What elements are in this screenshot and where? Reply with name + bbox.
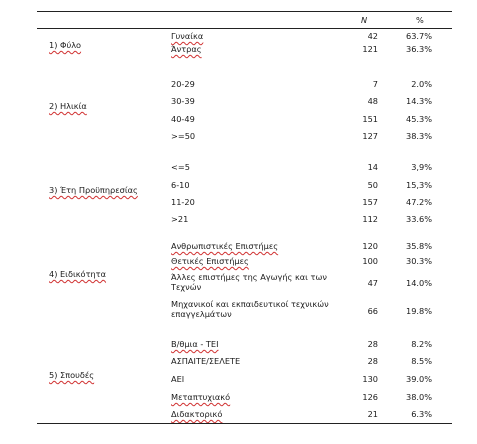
row-n: 151	[362, 114, 378, 124]
row-percent: 33.6%	[405, 214, 432, 224]
row-label: Μηχανικοί και εκπαιδευτικοί τεχνικών επαγγελμάτων	[171, 299, 329, 319]
row-percent: 14.3%	[405, 96, 432, 106]
row-percent: 14.0%	[405, 278, 432, 288]
row-label: Θετικές Επιστήμες	[171, 256, 249, 266]
row-n: 127	[362, 131, 378, 141]
row-n: 121	[362, 44, 378, 54]
row-percent: 6.3%	[411, 409, 432, 419]
table-bottom-rule	[37, 423, 452, 424]
row-n: 42	[367, 31, 378, 41]
row-label: 6-10	[171, 180, 190, 190]
row-percent: 39.0%	[405, 374, 432, 384]
row-percent: 47.2%	[405, 197, 432, 207]
row-label: ΑΕΙ	[171, 374, 185, 384]
group-title-specialty: 4) Ειδικότητα	[49, 269, 107, 279]
row-label: 30-39	[171, 96, 195, 106]
row-percent: 45.3%	[405, 114, 432, 124]
row-n: 48	[367, 96, 378, 106]
row-percent: 30.3%	[405, 256, 432, 266]
row-label: 11-20	[171, 197, 195, 207]
row-label: ΑΣΠΑΙΤΕ/ΣΕΛΕΤΕ	[171, 356, 241, 366]
row-label: Γυναίκα	[171, 31, 204, 41]
row-percent: 38.3%	[405, 131, 432, 141]
row-n: 126	[362, 392, 378, 402]
row-n: 14	[367, 162, 378, 172]
row-n: 21	[367, 409, 378, 419]
row-percent: 19.8%	[405, 306, 432, 316]
row-percent: 3,9%	[411, 162, 432, 172]
row-label: 40-49	[171, 114, 195, 124]
row-n: 7	[372, 79, 378, 89]
row-label: >21	[171, 214, 189, 224]
group-title-studies: 5) Σπουδές	[49, 370, 95, 380]
header-n: N	[361, 15, 368, 25]
row-n: 66	[367, 306, 378, 316]
row-n: 47	[367, 278, 378, 288]
row-percent: 8.5%	[411, 356, 432, 366]
row-n: 120	[362, 241, 378, 251]
row-n: 28	[367, 356, 378, 366]
row-n: 112	[362, 214, 378, 224]
row-label: Άντρας	[171, 44, 202, 54]
row-percent: 2.0%	[411, 79, 432, 89]
row-n: 28	[367, 339, 378, 349]
row-n: 50	[367, 180, 378, 190]
header-percent: %	[416, 15, 424, 25]
group-title-age: 2) Ηλικία	[49, 101, 87, 111]
row-percent: 35.8%	[405, 241, 432, 251]
row-label: <=5	[171, 162, 190, 172]
row-n: 130	[362, 374, 378, 384]
row-percent: 63.7%	[405, 31, 432, 41]
row-label: 20-29	[171, 79, 195, 89]
row-percent: 8.2%	[411, 339, 432, 349]
table-top-rule	[37, 11, 452, 12]
row-percent: 15,3%	[405, 180, 432, 190]
header-rule	[37, 28, 452, 29]
row-label: >=50	[171, 131, 196, 141]
row-label: Άλλες επιστήμες της Αγωγής και των Τεχνών	[171, 272, 327, 292]
row-label: Διδακτορικό	[171, 409, 223, 419]
row-label: Ανθρωπιστικές Επιστήμες	[171, 241, 279, 251]
group-title-gender: 1) Φύλο	[49, 40, 82, 50]
row-n: 157	[362, 197, 378, 207]
row-percent: 36.3%	[405, 44, 432, 54]
row-percent: 38.0%	[405, 392, 432, 402]
row-n: 100	[362, 256, 378, 266]
group-title-years-of-service: 3) Έτη Προϋπηρεσίας	[49, 185, 138, 195]
row-label: Β/θμια - ΤΕΙ	[171, 339, 219, 349]
row-label: Μεταπτυχιακό	[171, 392, 231, 402]
